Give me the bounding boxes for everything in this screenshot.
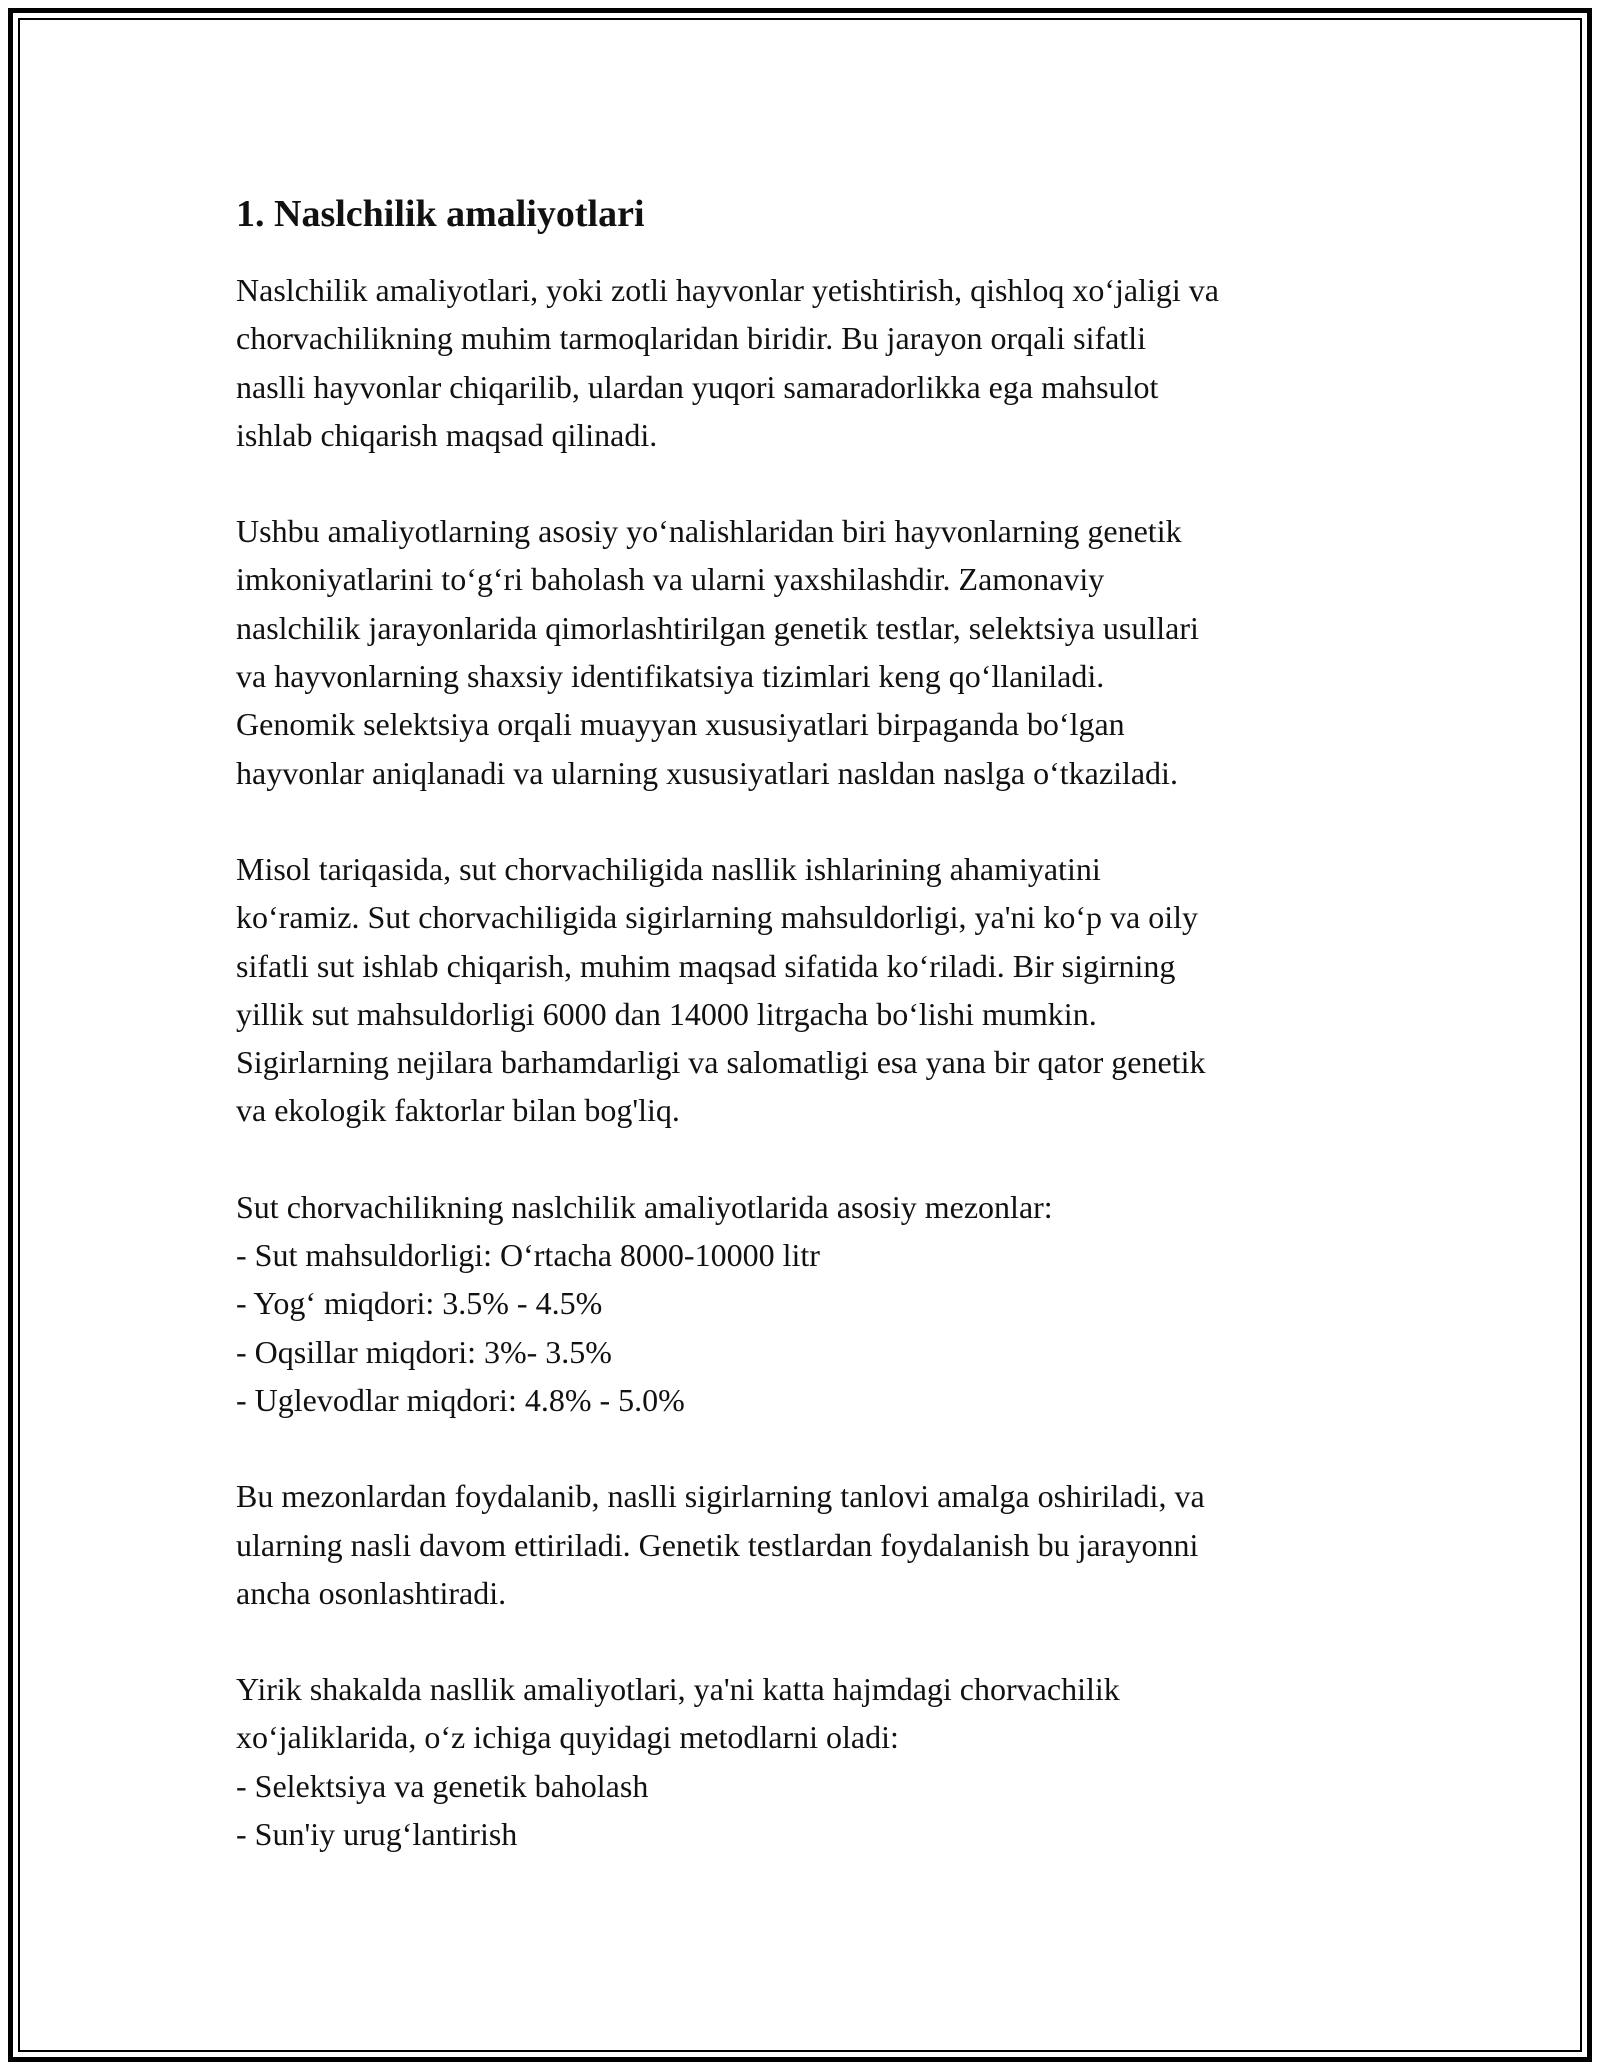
paragraph-criteria-list (236, 1183, 1386, 1424)
text-line: ancha osonlashtiradi. (236, 1574, 507, 1611)
text-line: Ushbu amaliyotlarning asosiy yo‘nalishlaridan biri hayvonlarning genetik (236, 513, 1182, 550)
paragraph-dairy-example (236, 845, 1386, 1135)
list-item: - Sut mahsuldorligi: O‘rtacha 8000-10000 litr (236, 1237, 820, 1274)
text-line: Bu mezonlardan foydalanib, naslli sigirlarning tanlovi amalga oshiriladi, va (236, 1478, 1205, 1515)
text-line: ularning nasli davom ettiriladi. Genetik testlardan foydalanish bu jarayonni (236, 1526, 1199, 1563)
list-item: - Uglevodlar miqdori: 4.8% - 5.0% (236, 1381, 685, 1418)
paragraph-methods-list (236, 1665, 1386, 1858)
text-line: ko‘ramiz. Sut chorvachiligida sigirlarning mahsuldorligi, ya'ni ko‘p va oily (236, 899, 1199, 936)
text-line: Genomik selektsiya orqali muayyan xususiyatlari birpaganda bo‘lgan (236, 706, 1125, 743)
list-item: - Oqsillar miqdori: 3%- 3.5% (236, 1333, 612, 1370)
text-line: va ekologik faktorlar bilan bog'liq. (236, 1092, 680, 1129)
text-line: chorvachilikning muhim tarmoqlaridan biridir. Bu jarayon orqali sifatli (236, 320, 1147, 357)
text-line: naslli hayvonlar chiqarilib, ulardan yuqori samaradorlikka ega mahsulot (236, 368, 1159, 405)
text-line: Misol tariqasida, sut chorvachiligida nasllik ishlarining ahamiyatini (236, 850, 1101, 887)
text-line: sifatli sut ishlab chiqarish, muhim maqsad sifatida ko‘riladi. Bir sigirning (236, 947, 1176, 984)
text-line: xo‘jaliklarida, o‘z ichiga quyidagi metodlarni oladi: (236, 1719, 899, 1756)
paragraph-intro (236, 266, 1386, 459)
section-heading: 1. Naslchilik amaliyotlari (236, 193, 645, 235)
document-body (236, 188, 1386, 1906)
text-line: ishlab chiqarish maqsad qilinadi. (236, 416, 658, 453)
text-line: imkoniyatlarini to‘g‘ri baholash va ularni yaxshilashdir. Zamonaviy (236, 561, 1105, 598)
list-item: - Sun'iy urug‘lantirish (236, 1816, 518, 1853)
text-line: hayvonlar aniqlanadi va ularning xususiyatlari nasldan naslga o‘tkaziladi. (236, 754, 1178, 791)
list-item: - Yog‘ miqdori: 3.5% - 4.5% (236, 1285, 603, 1322)
text-line: Yirik shakalda nasllik amaliyotlari, ya'ni katta hajmdagi chorvachilik (236, 1671, 1120, 1708)
text-line: va hayvonlarning shaxsiy identifikatsiya tizimlari keng qo‘llaniladi. (236, 658, 1105, 695)
list-item: - Selektsiya va genetik baholash (236, 1767, 649, 1804)
text-line: yillik sut mahsuldorligi 6000 dan 14000 litrgacha bo‘lishi mumkin. (236, 995, 1097, 1032)
text-line: Naslchilik amaliyotlari, yoki zotli hayvonlar yetishtirish, qishloq xo‘jaligi va (236, 272, 1219, 308)
paragraph-selection (236, 1472, 1386, 1617)
paragraph-genetics (236, 507, 1386, 797)
text-line: naslchilik jarayonlarida qimorlashtirilgan genetik testlar, selektsiya usullari (236, 609, 1199, 646)
text-line: Sut chorvachilikning naslchilik amaliyotlarida asosiy mezonlar: (236, 1188, 1053, 1225)
text-line: Sigirlarning nejilara barhamdarligi va salomatligi esa yana bir qator genetik (236, 1044, 1206, 1081)
